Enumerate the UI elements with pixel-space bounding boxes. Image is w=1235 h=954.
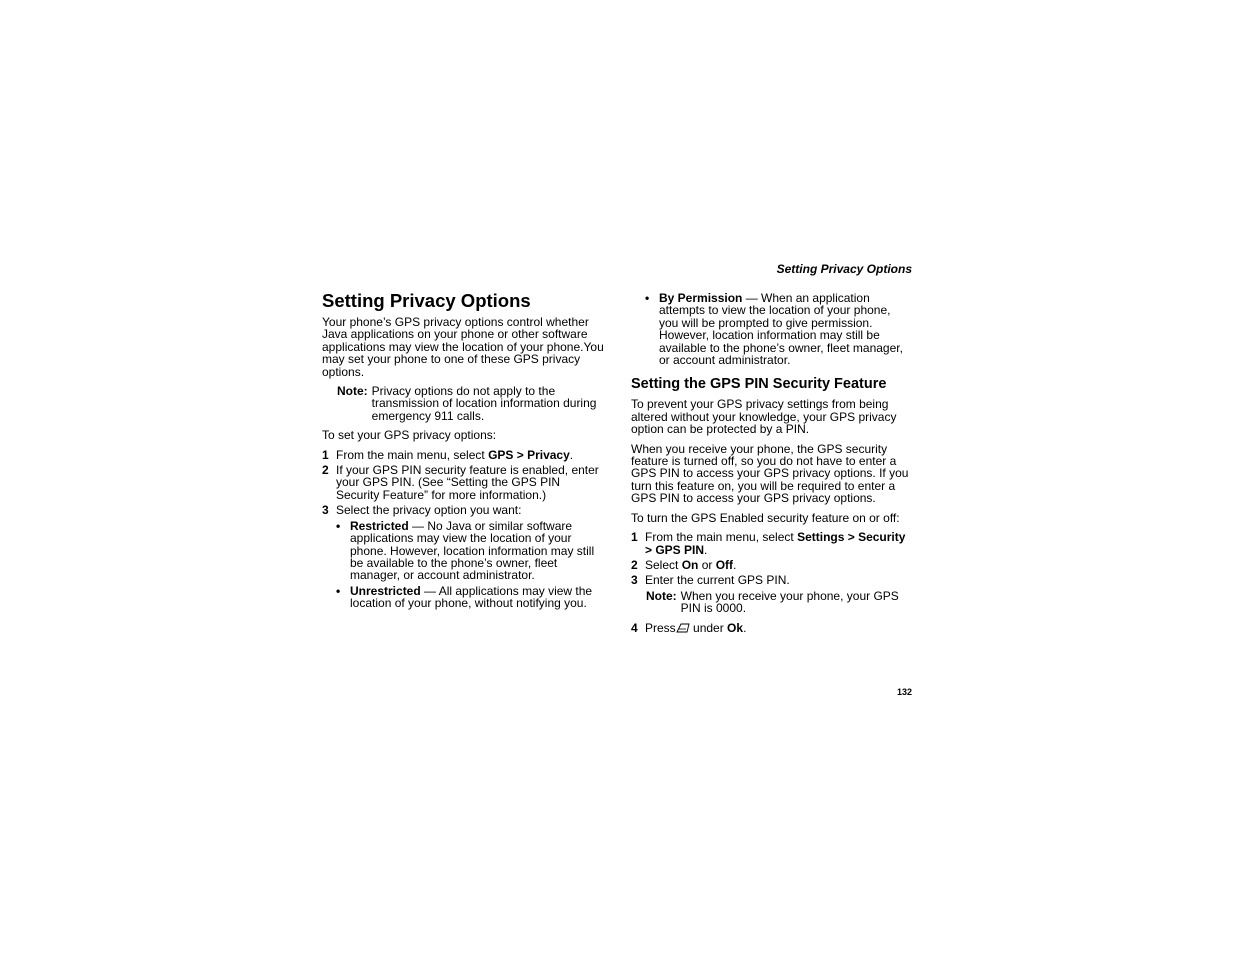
- bullet-unrestricted: [336, 585, 604, 610]
- note-emergency: [337, 385, 604, 422]
- menu-path: GPS > Privacy: [488, 447, 570, 462]
- step-text-pre: From the main menu, select: [336, 447, 489, 462]
- step-text-post: .: [704, 542, 708, 557]
- bullet-description: — No Java or similar software applications may view the location of your phone. However, location information may still be available to the phone’s owner, fleet manager, or account administrator.: [350, 518, 595, 583]
- step-text-post: .: [569, 447, 574, 462]
- note-text: When you receive your phone, your GPS PIN is 0000.: [680, 588, 899, 616]
- step-text-post: .: [733, 557, 737, 572]
- bullet-term: Unrestricted: [350, 583, 421, 598]
- running-header: Setting Privacy Options: [776, 262, 912, 276]
- step-text: [645, 531, 913, 556]
- page-title: Setting Privacy Options: [322, 290, 531, 311]
- softkey-icon: [676, 623, 690, 633]
- option-on: On: [681, 557, 699, 572]
- bullet-text: [350, 585, 604, 610]
- step-text: [645, 622, 913, 634]
- paragraph-prevent: To prevent your GPS privacy settings from being altered without your knowledge, your GPS privacy option can be protected by a PIN.: [631, 397, 897, 437]
- step-text-pre: Press: [645, 620, 676, 635]
- note-label: Note:: [337, 384, 368, 399]
- intro-paragraph: Your phone’s GPS privacy options control whether Java applications on your phone or other software applications may view the location of your phone.You may set your phone to one of these GPS privacy options.: [322, 315, 604, 379]
- bullet-by-permission: [645, 292, 913, 366]
- step-text: Enter the current GPS PIN.: [645, 573, 790, 588]
- bullet-term: Restricted: [350, 518, 409, 533]
- section-title: Setting the GPS PIN Security Feature: [631, 376, 887, 393]
- step-number: 2: [322, 463, 329, 478]
- step-text: If your GPS PIN security feature is enabled, enter your GPS PIN. (See “Setting the GPS PIN Security Feature” for more information.): [336, 463, 599, 502]
- step-text-mid: or: [698, 557, 716, 572]
- step-text-mid: under: [689, 620, 728, 635]
- step-number: 3: [322, 503, 329, 518]
- step-number: 2: [631, 557, 638, 572]
- step-text-pre: From the main menu, select: [645, 530, 798, 545]
- step-number: 4: [631, 620, 638, 635]
- step-text-pre: Select: [645, 557, 682, 572]
- step-3: [322, 504, 604, 516]
- lead-paragraph: To set your GPS privacy options:: [322, 428, 497, 443]
- step-1: [631, 531, 913, 556]
- step-number: 1: [631, 530, 638, 545]
- bullet-dot: •: [336, 518, 341, 533]
- step-3: [631, 574, 913, 586]
- step-2: [322, 464, 604, 501]
- bullet-dot: •: [336, 583, 341, 598]
- step-1: [322, 449, 604, 461]
- key-ok: Ok: [727, 620, 744, 635]
- bullet-restricted: [336, 520, 604, 582]
- bullet-description: — When an application attempts to view the location of your phone, you will be prompted to give permission. However, location information may still be available to the phone’s owner, fleet manager, or account administrator.: [659, 291, 903, 368]
- note-text: Privacy options do not apply to the transmission of location information during emergency 911 calls.: [371, 384, 597, 423]
- step-text: [336, 449, 604, 461]
- paragraph-receive: When you receive your phone, the GPS security feature is turned off, so you do not have to enter a GPS PIN to access your GPS privacy options. If you turn this feature on, you will be required to enter a GPS PIN to access your GPS privacy options.: [631, 441, 909, 506]
- step-number: 1: [322, 447, 329, 462]
- bullet-text: [350, 520, 604, 582]
- step-text: [645, 559, 913, 571]
- menu-path: Settings > Security > GPS PIN: [645, 530, 906, 557]
- note-default-pin: [646, 590, 913, 615]
- left-column: [322, 290, 604, 613]
- step-2: [631, 559, 913, 571]
- step-4: [631, 622, 913, 634]
- bullet-text: [659, 292, 913, 366]
- bullet-term: By Permission: [659, 291, 743, 305]
- option-off: Off: [715, 557, 734, 572]
- step-text: Select the privacy option you want:: [336, 503, 522, 518]
- lead-paragraph: To turn the GPS Enabled security feature on or off:: [631, 510, 900, 525]
- note-label: Note:: [646, 588, 677, 603]
- bullet-dot: •: [645, 291, 650, 305]
- page-number: 132: [896, 687, 912, 697]
- step-text-post: .: [743, 620, 747, 635]
- step-number: 3: [631, 573, 638, 588]
- right-column: [631, 292, 913, 637]
- bullet-description: — All applications may view the location of your phone, without notifying you.: [350, 583, 593, 611]
